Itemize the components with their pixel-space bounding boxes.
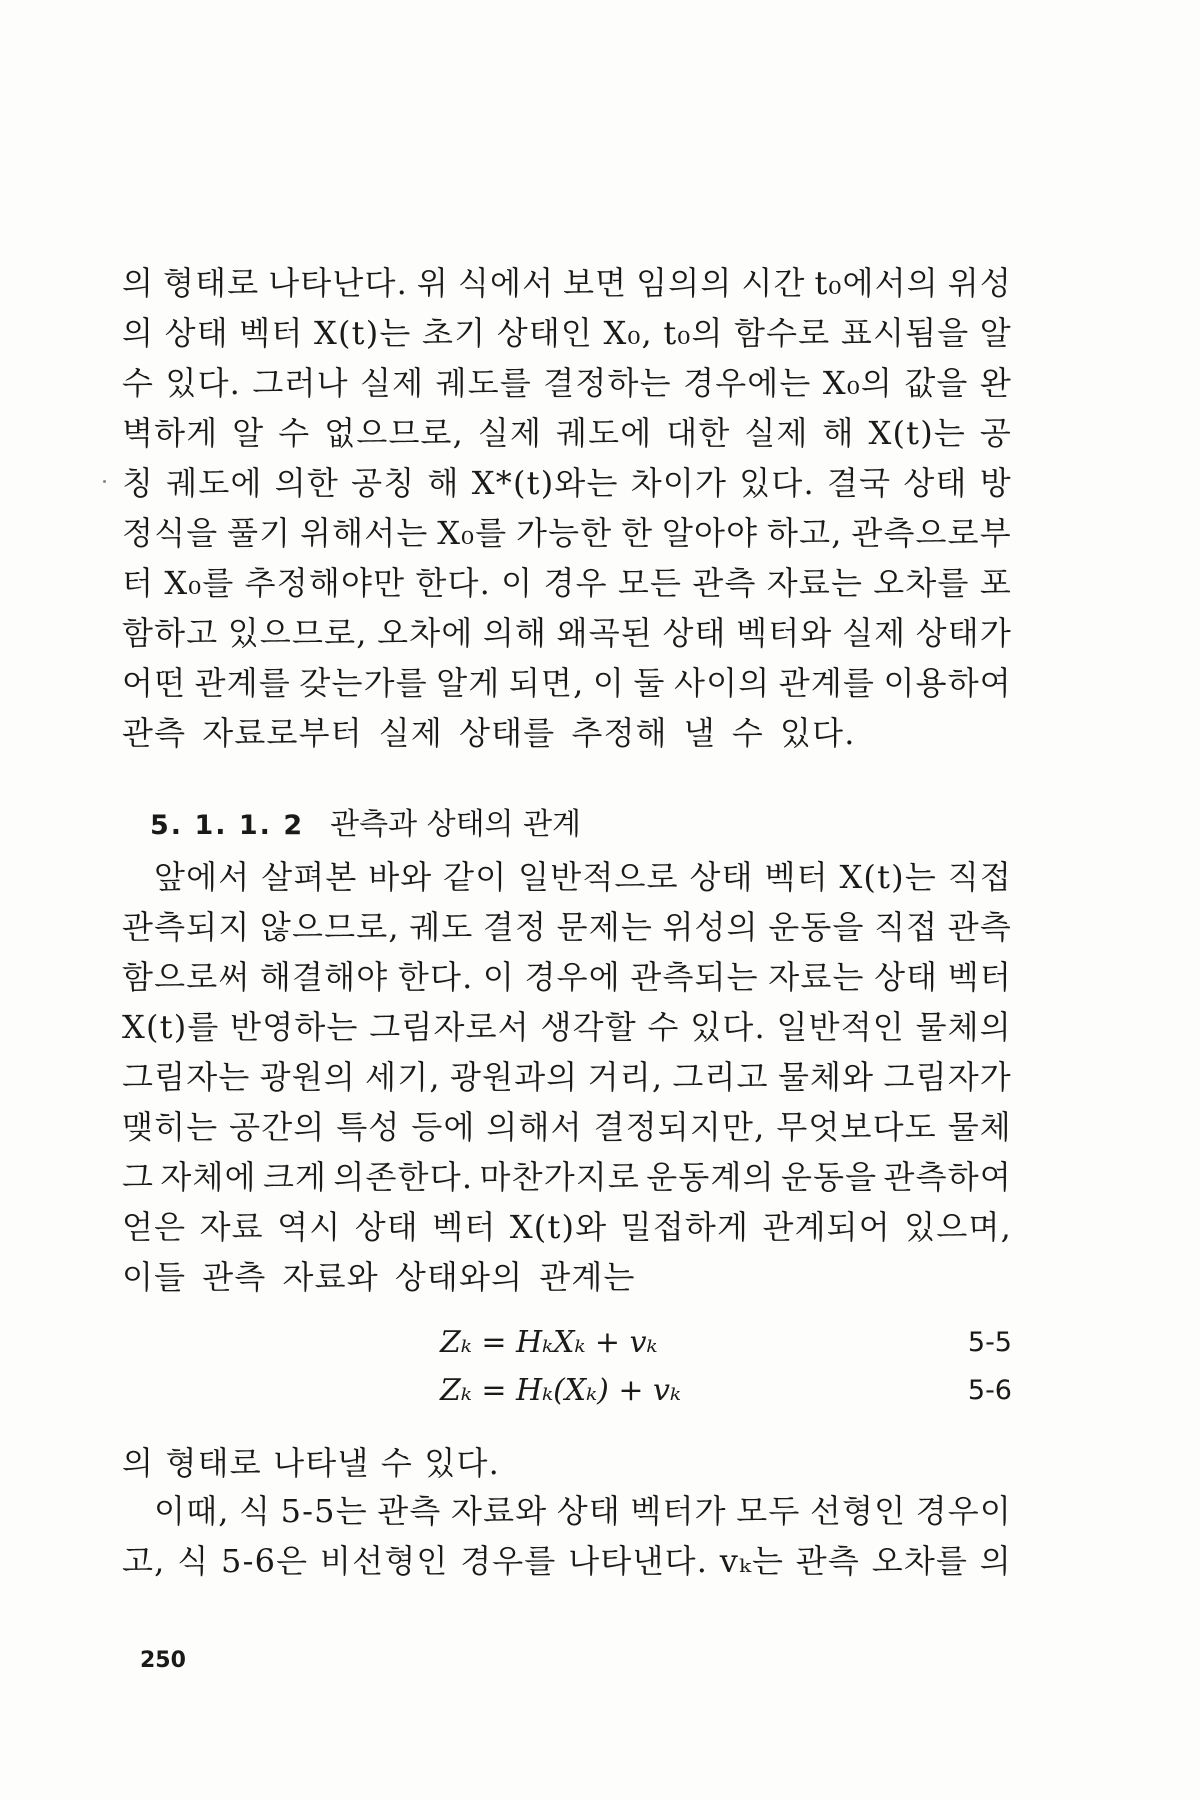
word: 비선형인 (320, 1542, 449, 1580)
word: 일반적인 (776, 1008, 905, 1046)
word: 이 (482, 958, 516, 996)
word: 선형인 (809, 1492, 907, 1530)
word: 그림자가 (883, 1058, 1012, 1096)
word: 대한 (666, 414, 731, 452)
word: 관계를 (778, 664, 876, 702)
word: 실제 (477, 414, 543, 452)
word: 관측 (692, 564, 757, 602)
word: X₀를 (164, 564, 235, 602)
word: 있다. (690, 1008, 766, 1046)
word: 해 (822, 414, 855, 452)
word: 궤도에 (556, 414, 653, 452)
word: 알게 (436, 664, 501, 702)
word: 경우이 (915, 1492, 1012, 1530)
word: 반영하는 (230, 1008, 359, 1046)
word: 관측 (122, 714, 187, 752)
word: 자료는 (766, 564, 864, 602)
word: 이용하여 (883, 664, 1012, 702)
word: X(t)는 (314, 314, 412, 352)
word: 한 (621, 514, 654, 552)
word: 벡터 (764, 858, 829, 896)
word: 물체 (947, 1108, 1012, 1146)
word: 실제 (378, 714, 444, 752)
word: 그림자는 (122, 1058, 251, 1096)
word: 수 (647, 1008, 680, 1046)
word: 고, (122, 1542, 166, 1580)
word: t₀의 (663, 314, 724, 352)
word: 이 (501, 564, 534, 602)
word: 상태 (662, 614, 727, 652)
word: 함수로 (734, 314, 831, 352)
word: X(t)는 (868, 414, 966, 452)
paragraph-3 (122, 1438, 1012, 1488)
word: 이때, (154, 1492, 230, 1530)
word: 벡터 (432, 1208, 497, 1246)
word: 벡터 (947, 958, 1012, 996)
word: 한다. (397, 958, 474, 996)
equation-number: 5-5 (967, 1327, 1012, 1358)
word: 궤도 (409, 908, 474, 946)
word: 벡터가 (630, 1492, 727, 1530)
word: 나타난다. (268, 264, 409, 302)
word: 그 (122, 1158, 155, 1196)
word: 관측 (947, 908, 1012, 946)
word: X(t)는 (839, 858, 937, 896)
word: 광원의 (259, 1058, 356, 1096)
equation-5-6 (0, 1368, 1012, 1414)
word: 있다. (779, 714, 856, 752)
word: 물체와 (777, 1058, 875, 1096)
word: 실제 (360, 364, 425, 402)
word: 오차를 (873, 564, 970, 602)
word: 경우 (543, 564, 608, 602)
text-line (122, 558, 1012, 608)
equation-expression: Zₖ = Hₖ(Xₖ) + vₖ (440, 1373, 681, 1408)
word: 물체의 (915, 1008, 1012, 1046)
word: 관측 (795, 1542, 861, 1580)
page-number: 250 (140, 1648, 186, 1673)
paragraph-4 (122, 1486, 1012, 1586)
text-line (122, 1002, 1012, 1052)
word: 등에 (411, 1108, 476, 1146)
word: 시간 (741, 264, 806, 302)
word: 상태 (689, 858, 754, 896)
word: X₀, (603, 314, 653, 352)
word: 그러나 (252, 364, 349, 402)
word: 운동을 (768, 908, 865, 946)
word: 광원과의 (449, 1058, 579, 1096)
word: 표시됨을 (840, 314, 970, 352)
word: 되면, (508, 664, 585, 702)
word: X₀를 (437, 514, 508, 552)
word: 공간의 (229, 1108, 326, 1146)
word: 문제는 (556, 908, 653, 946)
word: 관계되어 (762, 1208, 891, 1246)
section-title: 관측과 상태의 관계 (330, 807, 582, 842)
equation-5-5 (0, 1320, 1012, 1366)
word: 의존한다. (333, 1158, 474, 1196)
word: 운동을 (780, 1158, 878, 1196)
word: 바와 (368, 858, 433, 896)
word: 공 (979, 414, 1012, 452)
text-line (122, 952, 1012, 1002)
text-line (122, 1536, 1012, 1586)
word: 거리, (587, 1058, 664, 1096)
word: 사이의 (673, 664, 771, 702)
word: 해결해야 (259, 958, 389, 996)
word: vₖ는 (719, 1542, 785, 1580)
word: 오차를 (871, 1542, 969, 1580)
word: 상태인 (496, 314, 594, 352)
word: 포 (979, 564, 1012, 602)
text-line (122, 458, 1012, 508)
word: 관측으로부 (851, 514, 1012, 552)
word: 이들 (122, 1258, 187, 1296)
word: 같이 (443, 858, 508, 896)
word: 살펴본 (261, 858, 358, 896)
word: X(t)와 (509, 1208, 608, 1246)
word: 낼 (683, 714, 716, 752)
word: 생각할 (540, 1008, 637, 1046)
paragraph-1 (122, 258, 1012, 758)
word: 상태 (903, 464, 968, 502)
word: 세기, (365, 1058, 441, 1096)
word: 자료와 (450, 1492, 548, 1530)
word: 초기 (422, 314, 487, 352)
word: 맺히는 (122, 1108, 219, 1146)
word: 자료 (199, 1208, 264, 1246)
word: 의해서 (486, 1108, 583, 1146)
text-line (122, 852, 1012, 902)
word: t₀에서의 (814, 264, 939, 302)
word: 마찬가지로 (479, 1158, 641, 1196)
word: 모두 (736, 1492, 801, 1530)
word: 궤도를 (435, 364, 532, 402)
text-line (122, 1486, 1012, 1536)
text-line (122, 408, 1012, 458)
word: 오차에 (377, 614, 474, 652)
text-line (122, 1152, 1012, 1202)
word: 나타낸다. (568, 1542, 709, 1580)
word: 결정 (482, 908, 548, 946)
text-line (122, 308, 1012, 358)
word: 관측되는 (630, 958, 759, 996)
word: 알 (979, 314, 1012, 352)
word: 알아야 (661, 514, 759, 552)
text-line (122, 608, 1012, 658)
text-line (122, 508, 1012, 558)
word: 무엇보다도 (776, 1108, 937, 1146)
word: 있으며, (904, 1208, 1012, 1246)
word: 이 (592, 664, 626, 702)
word: 않으므로, (259, 908, 400, 946)
word: 결국 (826, 464, 892, 502)
word: 식 (239, 1492, 272, 1530)
word: 위 (416, 264, 449, 302)
word: 없으므로, (324, 414, 465, 452)
word: 결정되지만, (593, 1108, 766, 1146)
word: 함으로써 (122, 958, 251, 996)
word: 벡터와 (736, 614, 833, 652)
word: 의 (122, 264, 155, 302)
word: 자료와 (282, 1258, 379, 1296)
margin-mark (103, 480, 106, 483)
word: 상태가 (915, 614, 1012, 652)
word: 관측 (377, 1492, 442, 1530)
word: 상태 (164, 314, 229, 352)
word: 방 (979, 464, 1012, 502)
word: 관측 (202, 1258, 267, 1296)
word: 추정해 (571, 714, 668, 752)
text-line: 의 형태로 나타낼 수 있다. (122, 1444, 500, 1482)
word: 자료는 (768, 958, 865, 996)
word: 자체에 (160, 1158, 257, 1196)
word: 크게 (262, 1158, 328, 1196)
text-line (122, 258, 1012, 308)
word: 관측되지 (122, 908, 251, 946)
word: X(t)를 (122, 1008, 220, 1046)
word: 완 (979, 364, 1012, 402)
equation-expression: Zₖ = HₖXₖ + vₖ (440, 1325, 658, 1360)
word: 가능한 (516, 514, 613, 552)
word: 경우를 (460, 1542, 557, 1580)
word: 일반적으로 (518, 858, 679, 896)
word: 밀접하게 (620, 1208, 750, 1246)
word: 벡터 (239, 314, 304, 352)
word: 5-5는 (280, 1492, 368, 1530)
word: 정식을 (122, 514, 219, 552)
word: 경우에는 (683, 364, 812, 402)
word: 위해서는 (300, 514, 429, 552)
text-line (122, 658, 1012, 708)
text-line (122, 1202, 1012, 1252)
word: 임의의 (636, 264, 733, 302)
word: 궤도에 (166, 464, 263, 502)
word: 의한 (274, 464, 339, 502)
word: X*(t)와는 (471, 464, 619, 502)
word: 형태로 (162, 264, 260, 302)
word: 수 (731, 714, 764, 752)
word: 칭 (122, 464, 155, 502)
word: 자료로부터 (202, 714, 363, 752)
word: 특성 (336, 1108, 401, 1146)
word: 상태와의 (394, 1258, 524, 1296)
word: 상태 (556, 1492, 621, 1530)
word: 수 (278, 414, 311, 452)
text-line (122, 1052, 1012, 1102)
text-line (122, 1252, 1012, 1302)
word: 어떤 (122, 664, 187, 702)
word: 역시 (277, 1208, 342, 1246)
word: 위성의 (662, 908, 759, 946)
word: 관측하여 (883, 1158, 1012, 1196)
word: 그림자로서 (369, 1008, 530, 1046)
word: 실제 (841, 614, 907, 652)
word: 상태 (874, 958, 939, 996)
text-line (122, 1102, 1012, 1152)
word: 모든 (617, 564, 683, 602)
word: 함하고 (122, 614, 219, 652)
word: 차이가 (630, 464, 728, 502)
word: 해 (427, 464, 460, 502)
word: 값을 (904, 364, 969, 402)
word: 직접 (947, 858, 1012, 896)
word: 있다. (739, 464, 815, 502)
word: 실제 (744, 414, 809, 452)
text-line (122, 358, 1012, 408)
word: 있다. (165, 364, 242, 402)
word: 터 (122, 564, 155, 602)
section-heading (150, 800, 581, 850)
equation-number: 5-6 (967, 1375, 1012, 1406)
word: 있으므로, (227, 614, 368, 652)
word: 관계를 (194, 664, 291, 702)
word: 추정해야만 (244, 564, 406, 602)
word: 경우에 (524, 958, 621, 996)
word: 둘 (633, 664, 666, 702)
word: 결정하는 (543, 364, 672, 402)
text-line (122, 902, 1012, 952)
word: 의 (122, 314, 155, 352)
section-number: 5. 1. 1. 2 (150, 810, 305, 841)
word: 얻은 (122, 1208, 187, 1246)
word: 5-6은 (221, 1542, 309, 1580)
word: 위성 (947, 264, 1012, 302)
word: 앞에서 (154, 858, 251, 896)
word: 하고, (767, 514, 843, 552)
word: 식에서 (457, 264, 555, 302)
word: 의 (979, 1542, 1012, 1580)
word: 한다. (415, 564, 491, 602)
text-line (122, 708, 1012, 758)
word: 보면 (563, 264, 628, 302)
word: 운동계의 (646, 1158, 775, 1196)
word: 알 (232, 414, 265, 452)
word: 갖는가를 (299, 664, 428, 702)
word: 상태를 (459, 714, 556, 752)
word: 식 (177, 1542, 210, 1580)
word: 수 (122, 364, 155, 402)
word: 관계는 (539, 1258, 636, 1296)
word: 풀기 (227, 514, 292, 552)
word: 공칭 (351, 464, 416, 502)
word: 의해 (482, 614, 548, 652)
paragraph-2 (122, 852, 1012, 1302)
word: 직접 (874, 908, 939, 946)
word: 왜곡된 (556, 614, 653, 652)
word: 그리고 (672, 1058, 769, 1096)
word: X₀의 (822, 364, 893, 402)
word: 벽하게 (122, 414, 219, 452)
word: 상태 (354, 1208, 419, 1246)
